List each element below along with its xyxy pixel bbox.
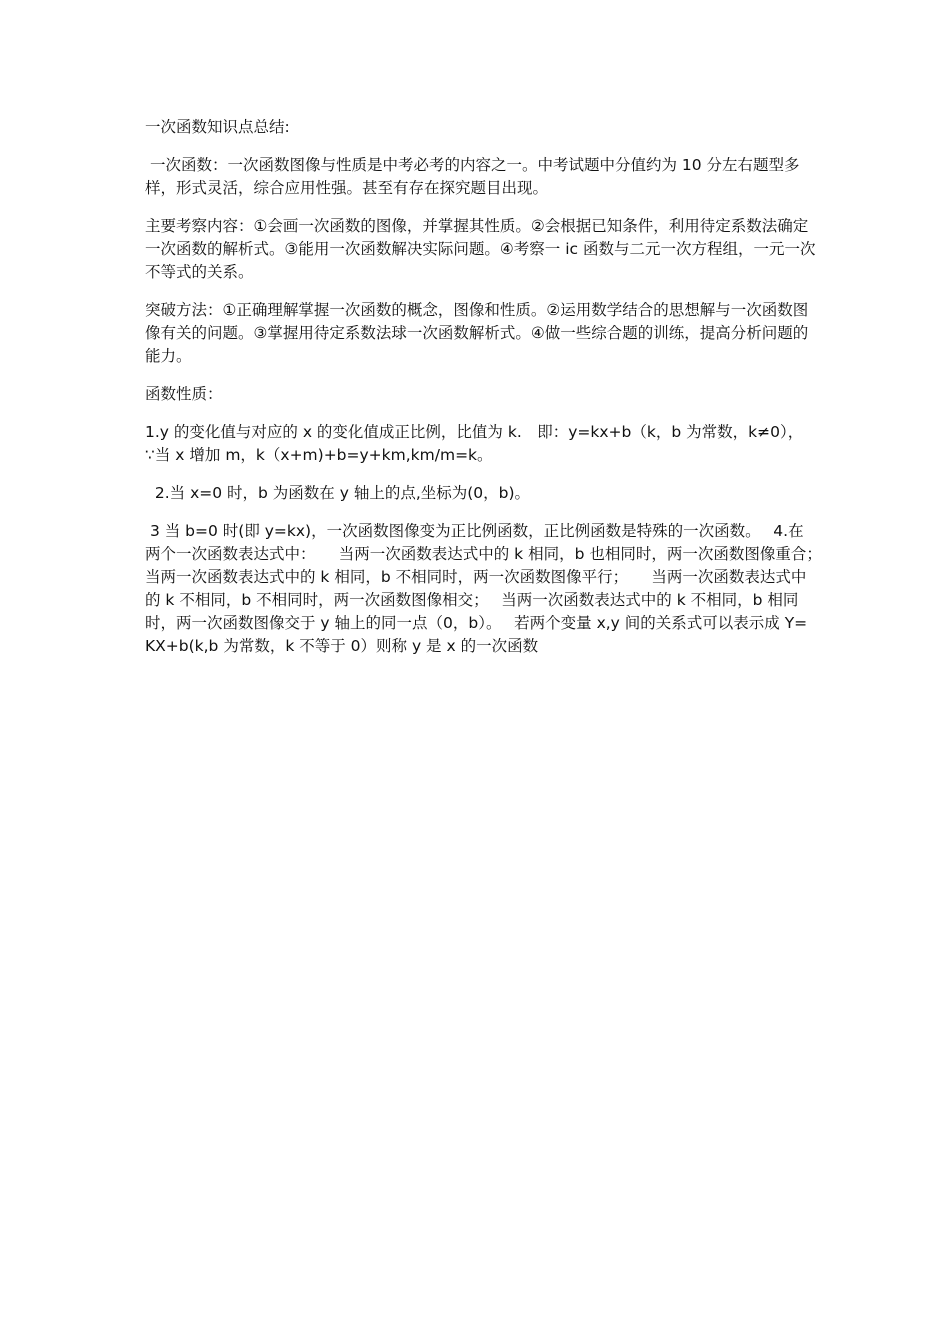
paragraph-property-2: 2.当 x=0 时，b 为函数在 y 轴上的点,坐标为(0，b)。 [145, 484, 531, 502]
paragraph-property-3-4: 3 当 b=0 时(即 y=kx)，一次函数图像变为正比例函数，正比例函数是特殊的一次函数。 4.在两个一次函数表达式中： 当两一次函数表达式中的 k 相同，b 也相同时，两一次函数图像重合； 当两一次函数表达式中的 k 相同，b 不相同时，两一次函数图像平行； 当两一次函数表达式中的 k 不相同，b 不相同时，两一次函数图像相交； 当两一次函数表达式中的 k 不相同，b 相同时，两一次函数图像交于 y 轴上的同一点（0，b）。 若两个变量 x,y 间的关系式可以表示成 Y=KX+b(k,b 为常数，k 不等于 0）则称 y 是 x 的一次函数 [145, 522, 835, 655]
section-heading-properties: 函数性质： [145, 385, 223, 403]
paragraph-methods: 突破方法：①正确理解掌握一次函数的概念，图像和性质。②运用数学结合的思想解与一次函数图像有关的问题。③掌握用待定系数法球一次函数解析式。④做一些综合题的训练，提高分析问题的能力。 [145, 301, 809, 365]
document-page [145, 116, 835, 673]
paragraph-intro: 一次函数：一次函数图像与性质是中考必考的内容之一。中考试题中分值约为 10 分左右题型多样，形式灵活，综合应用性强。甚至有存在探究题目出现。 [145, 156, 800, 197]
paragraph-main-content: 主要考察内容：①会画一次函数的图像，并掌握其性质。②会根据已知条件，利用待定系数法确定一次函数的解析式。③能用一次函数解决实际问题。④考察一 ic 函数与二元一次方程组，一元一次不等式的关系。 [145, 217, 816, 281]
paragraph-property-1: 1.y 的变化值与对应的 x 的变化值成正比例，比值为 k. 即：y=kx+b（k，b 为常数，k≠0）， ∵当 x 增加 m，k（x+m)+b=y+km,km/m=k。 [145, 423, 811, 464]
document-title: 一次函数知识点总结: [145, 118, 290, 136]
